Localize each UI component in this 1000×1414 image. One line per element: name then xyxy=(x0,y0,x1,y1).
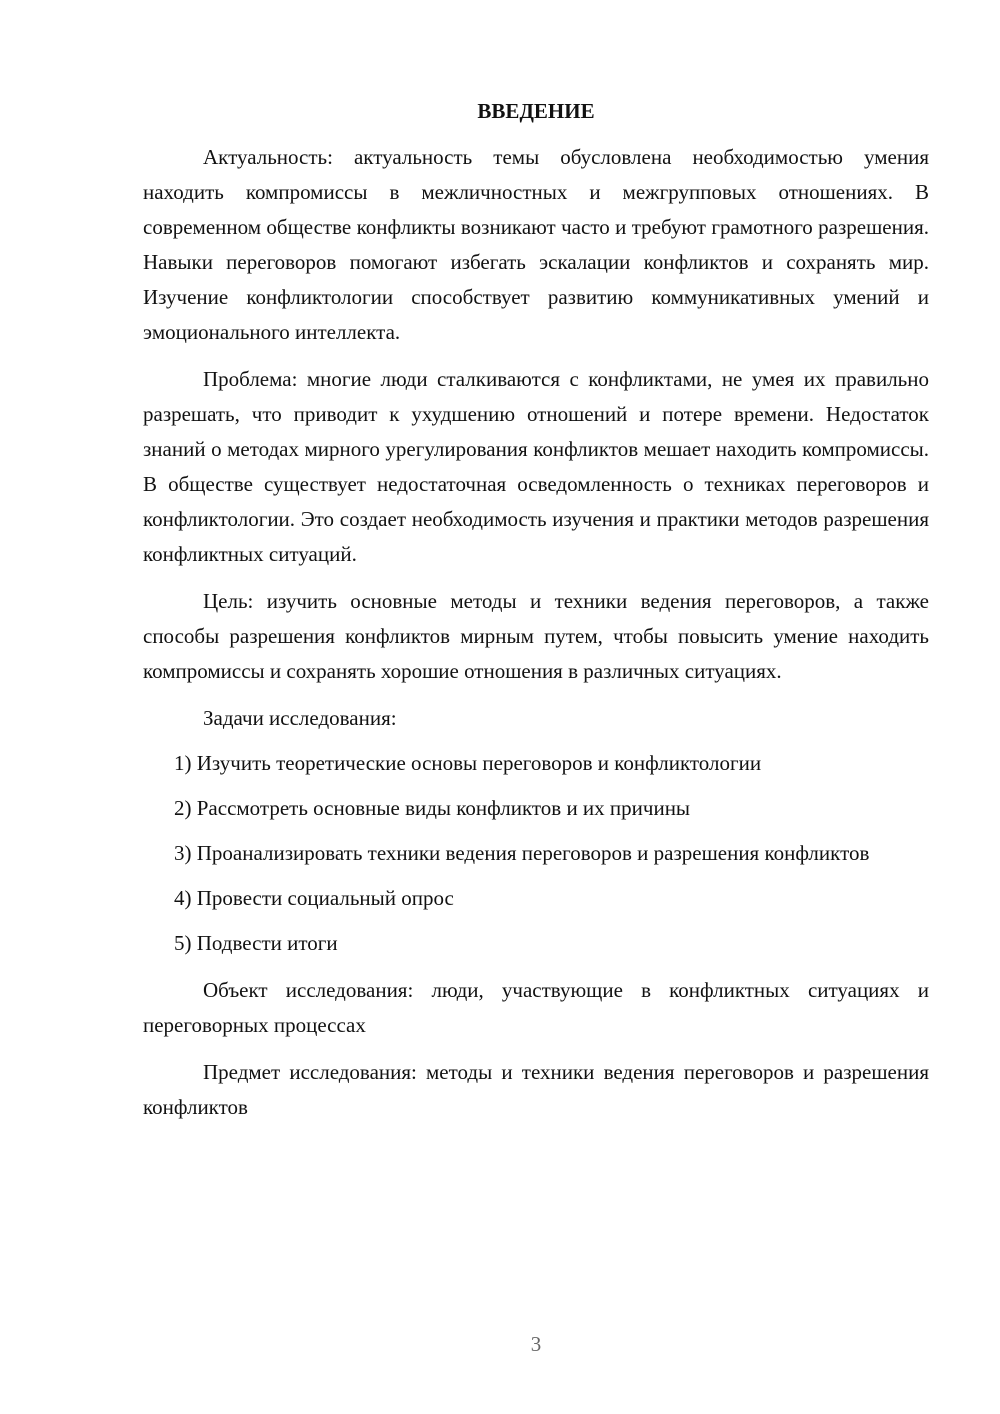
task-item-1: 1) Изучить теоретические основы переговоров и конфликтологии xyxy=(174,751,762,775)
problem-paragraph: Проблема: многие люди сталкиваются с конфликтами, не умея их правильно разрешать, что приводит к ухудшению отношений и потере времени. Недостаток знаний о методах мирного урегулирования конфликтов мешает находить компромиссы. В обществе существует недостаточная осведомленность о техниках переговоров и конфликтологии. Это создает необходимость изучения и практики методов разрешения конфликтных ситуаций. xyxy=(143,367,929,566)
page-title: ВВЕДЕНИЕ xyxy=(477,99,595,123)
tasks-label: Задачи исследования: xyxy=(203,706,397,730)
relevance-paragraph: Актуальность: актуальность темы обусловлена необходимостью умения находить компромиссы в межличностных и межгрупповых отношениях. В современном обществе конфликты возникают часто и требуют грамотного разрешения. Навыки переговоров помогают избегать эскалации конфликтов и сохранять мир. Изучение конфликтологии способствует развитию коммуникативных умений и эмоционального интеллекта. xyxy=(143,145,929,344)
task-item-2: 2) Рассмотреть основные виды конфликтов и их причины xyxy=(174,796,691,820)
subject-paragraph: Предмет исследования: методы и техники ведения переговоров и разрешения конфликтов xyxy=(143,1060,929,1119)
goal-paragraph: Цель: изучить основные методы и техники ведения переговоров, а также способы разрешения конфликтов мирным путем, чтобы повысить умение находить компромиссы и сохранять хорошие отношения в различных ситуациях. xyxy=(143,589,929,683)
page-content xyxy=(143,96,929,1137)
tasks-list xyxy=(143,746,929,961)
task-item-3: 3) Проанализировать техники ведения переговоров и разрешения конфликтов xyxy=(174,841,870,865)
page-number: 3 xyxy=(530,1332,542,1356)
task-item-5: 5) Подвести итоги xyxy=(174,931,338,955)
object-paragraph: Объект исследования: люди, участвующие в конфликтных ситуациях и переговорных процессах xyxy=(143,978,929,1037)
task-item-4: 4) Провести социальный опрос xyxy=(174,886,454,910)
